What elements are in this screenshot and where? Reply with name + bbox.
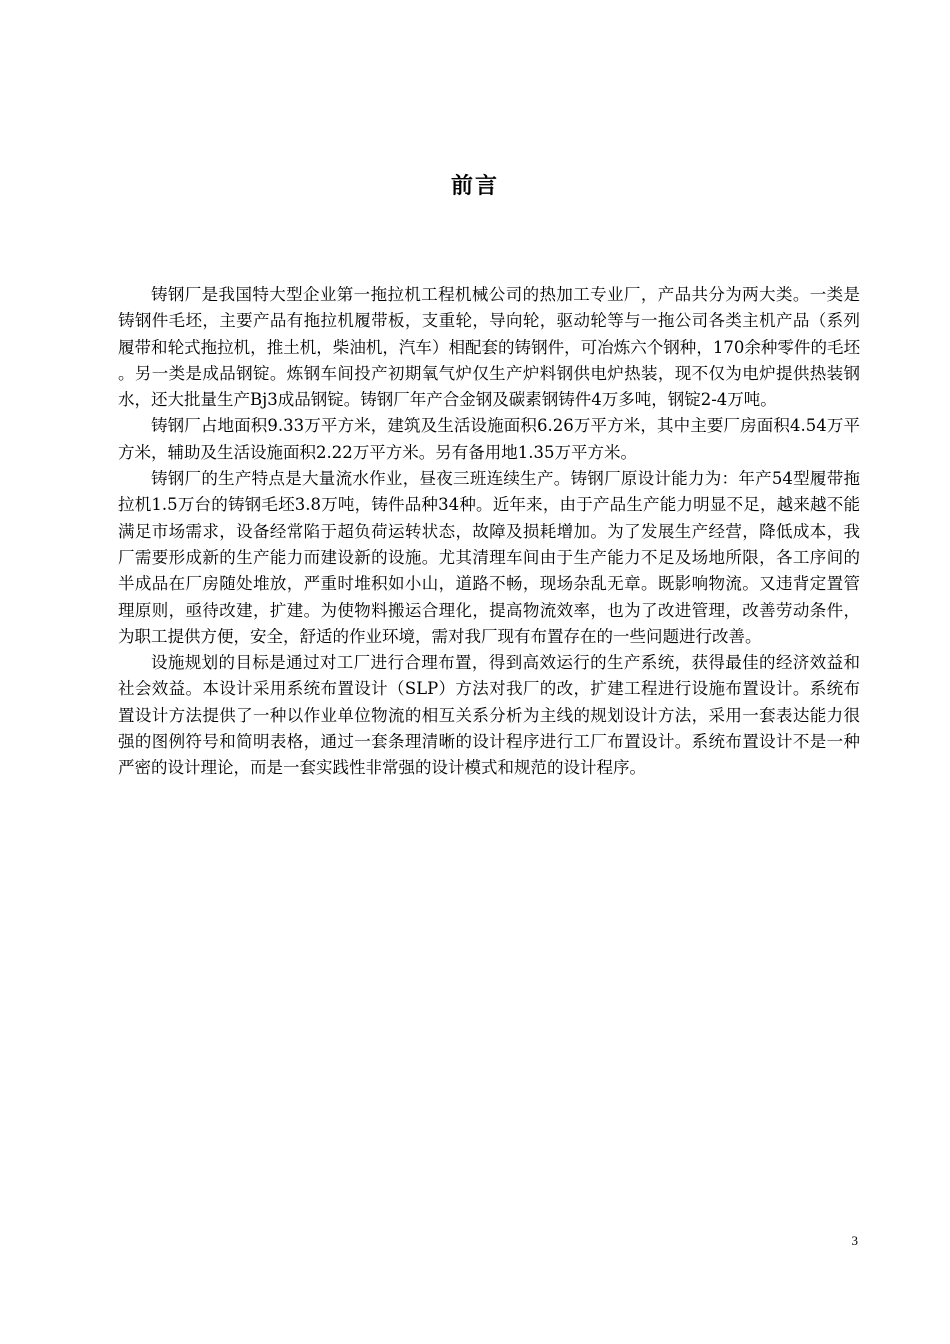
page-title: 前言 (450, 174, 499, 199)
body-text (118, 282, 860, 782)
paragraph-3: 铸钢厂的生产特点是大量流水作业，昼夜三班连续生产。铸钢厂原设计能力为：年产54型履带拖拉机1.5万台的铸钢毛坯3.8万吨，铸件品种34种。近年来，由于产品生产能力明显不足，越来越不能满足市场需求，设备经常陷于超负荷运转状态，故障及损耗增加。为了发展生产经营，降低成本，我厂需要形成新的生产能力而建设新的设施。尤其清理车间由于生产能力不足及场地所限，各工序间的半成品在厂房随处堆放，严重时堆积如小山，道路不畅，现场杂乱无章。既影响物流。又违背定置管理原则，亟待改建，扩建。为使物料搬运合理化，提高物流效率，也为了改进管理，改善劳动条件，为职工提供方便，安全，舒适的作业环境，需对我厂现有布置存在的一些问题进行改善。 (118, 469, 860, 646)
paragraph-4: 设施规划的目标是通过对工厂进行合理布置，得到高效运行的生产系统，获得最佳的经济效益和社会效益。本设计采用系统布置设计（SLP）方法对我厂的改，扩建工程进行设施布置设计。系统布置设计方法提供了一种以作业单位物流的相互关系分析为主线的规划设计方法，采用一套表达能力很强的图例符号和简明表格，通过一套条理清晰的设计程序进行工厂布置设计。系统布置设计不是一种严密的设计理论，而是一套实践性非常强的设计模式和规范的设计程序。 (118, 653, 860, 778)
page-number: 3 (851, 1233, 858, 1248)
paragraph-2: 铸钢厂占地面积9.33万平方米，建筑及生活设施面积6.26万平方米，其中主要厂房面积4.54万平方米，辅助及生活设施面积2.22万平方米。另有备用地1.35万平方米。 (118, 416, 860, 462)
paragraph-1: 铸钢厂是我国特大型企业第一拖拉机工程机械公司的热加工专业厂，产品共分为两大类。一类是铸钢件毛坯，主要产品有拖拉机履带板，支重轮，导向轮，驱动轮等与一拖公司各类主机产品（系列履带和轮式拖拉机，推土机，柴油机，汽车）相配套的铸钢件，可冶炼六个钢种，170余种零件的毛坯。另一类是成品钢锭。炼钢车间投产初期氧气炉仅生产炉料钢供电炉热装，现不仅为电炉提供热装钢水，还大批量生产Bj3成品钢锭。铸钢厂年产合金钢及碳素钢铸件4万多吨，钢锭2-4万吨。 (118, 285, 860, 410)
